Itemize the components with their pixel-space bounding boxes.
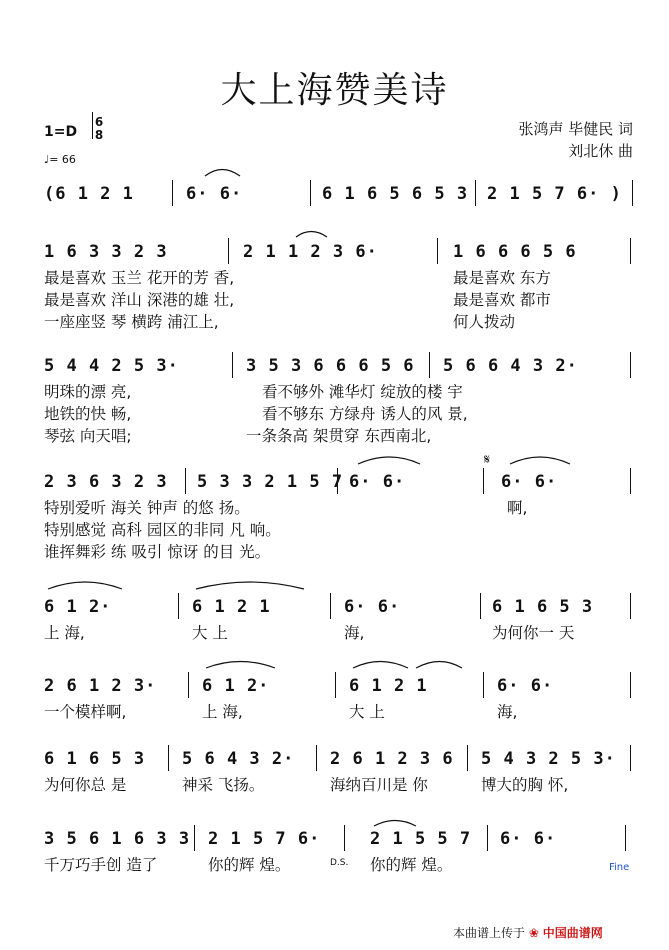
meter-top: 6 (94, 115, 104, 129)
note-group: 6· 6· (500, 829, 557, 849)
note-group: 2 1 5 5 7 (370, 829, 472, 849)
lyric-text: 你的辉 煌。 (370, 856, 453, 874)
note-group: 3 5 6 1 6 3 3 (44, 829, 191, 849)
note-group: 1 6 3 3 2 3 (44, 242, 168, 262)
fine-marking: Fine (609, 862, 630, 873)
note-group: 2 6 1 2 3 6 (330, 749, 454, 769)
bar-line (232, 352, 233, 378)
lyric-text: 最是喜欢 玉兰 花开的芳 香, (44, 269, 235, 287)
bar-line (228, 238, 229, 264)
note-group: 2 3 6 3 2 3 (44, 472, 168, 492)
lyric-text: 看不够东 方绿舟 诱人的风 景, (262, 405, 468, 423)
slur (353, 662, 408, 669)
bar-line (194, 825, 195, 851)
lyric-text: 谁挥舞彩 练 吸引 惊讶 的目 光。 (44, 543, 271, 561)
lyric-text: 大 上 (192, 624, 228, 642)
note-group: 5 4 4 2 5 3· (44, 356, 179, 376)
meter-bottom: 8 (94, 128, 104, 142)
bar-line (310, 180, 311, 206)
note-group: 2 1 5 7 6· (208, 829, 321, 849)
key-signature: 1=D (44, 124, 78, 140)
page-title: 大上海赞美诗 (220, 70, 449, 111)
note-group: 6 1 2· (44, 597, 112, 617)
lyric-text: 博大的胸 怀, (481, 776, 569, 794)
lyric-text: 一条条高 架贯穿 东西南北, (246, 427, 432, 445)
bar-line (337, 468, 338, 494)
note-group: 5 4 3 2 5 3· (481, 749, 616, 769)
lyric-text: 你的辉 煌。 (208, 856, 291, 874)
lyric-text: 最是喜欢 洋山 深港的雄 壮, (44, 291, 235, 309)
bar-line (630, 672, 631, 698)
note-group: 2 6 1 2 3· (44, 676, 157, 696)
lyric-text: 海纳百川是 你 (330, 776, 428, 794)
bar-line (185, 468, 186, 494)
slur (48, 582, 122, 589)
bar-line (630, 593, 631, 619)
footer-brand-icon: ❀ (528, 926, 539, 940)
lyric-text: 看不够外 滩华灯 绽放的楼 宇 (262, 383, 463, 401)
lyric-text: 何人拨动 (453, 313, 516, 331)
bar-line (625, 825, 626, 851)
note-group: 6 1 6 5 3 (492, 597, 594, 617)
meter-divider (92, 112, 93, 139)
note-group: (6 1 2 1 (44, 184, 134, 204)
slur (358, 457, 420, 464)
bar-line (316, 745, 317, 771)
time-signature (92, 116, 106, 142)
bar-line (630, 238, 631, 264)
lyric-text: 一座座竖 琴 横跨 浦江上, (44, 313, 219, 331)
note-group: 2 1 5 7 6· ) (487, 184, 622, 204)
note-group: 6 1 2· (202, 676, 270, 696)
footer-prefix: 本曲谱上传于 (453, 926, 526, 940)
credits (518, 118, 633, 162)
lyric-text: 明珠的漂 亮, (44, 383, 132, 401)
lyric-text: 为何你总 是 (44, 776, 127, 794)
bar-line (487, 825, 488, 851)
bar-line (330, 593, 331, 619)
note-group: 6· 6· (186, 184, 243, 204)
lyric-text: 特别爱听 海关 钟声 的悠 扬。 (44, 499, 250, 517)
bar-line (335, 672, 336, 698)
lyric-text: 地铁的快 畅, (44, 405, 132, 423)
lyricists: 张鸿声 毕健民 词 (518, 120, 633, 138)
slur (510, 457, 570, 464)
lyric-text: 琴弦 向天唱; (44, 427, 132, 445)
bar-line (168, 745, 169, 771)
note-group: 6 1 6 5 6 5 3 (322, 184, 469, 204)
note-group: 6· 6· (349, 472, 406, 492)
note-group: 5 6 6 4 3 2· (443, 356, 578, 376)
bar-line (483, 672, 484, 698)
slur (374, 821, 416, 827)
bar-line (188, 672, 189, 698)
lyric-text: 为何你一 天 (492, 624, 575, 642)
ds-marking: D.S. (330, 858, 349, 868)
note-group: 1 6 6 6 5 6 (453, 242, 577, 262)
lyric-text: 上 海, (44, 624, 85, 642)
slur (416, 662, 462, 669)
slur (205, 170, 240, 177)
bar-line (437, 238, 438, 264)
lyric-text: 最是喜欢 东方 (453, 269, 551, 287)
bar-line (630, 745, 631, 771)
bar-line (630, 352, 631, 378)
note-group: 6· 6· (497, 676, 554, 696)
bar-line (475, 180, 476, 206)
bar-line (344, 825, 345, 851)
lyric-text: 最是喜欢 都市 (453, 291, 551, 309)
lyric-text: 大 上 (349, 703, 385, 721)
lyric-text: 上 海, (202, 703, 243, 721)
lyric-text: 神采 飞扬。 (182, 776, 265, 794)
segno-sign: 𝄋 (484, 452, 491, 468)
lyric-text: 啊, (507, 499, 528, 517)
bar-line (483, 468, 484, 494)
lyric-text: 千万巧手创 造了 (44, 856, 158, 874)
lyric-text: 海, (497, 703, 518, 721)
lyric-text: 海, (344, 624, 365, 642)
bar-line (632, 180, 633, 206)
bar-line (429, 352, 430, 378)
note-group: 5 3 3 2 1 5 7 (197, 472, 344, 492)
slur (206, 662, 275, 669)
slur (296, 232, 327, 238)
bar-line (172, 180, 173, 206)
note-group: 6 1 6 5 3 (44, 749, 146, 769)
tempo-marking: ♩= 66 (44, 153, 76, 166)
note-group: 6 1 2 1 (349, 676, 428, 696)
note-group: 6· 6· (501, 472, 558, 492)
bar-line (178, 593, 179, 619)
note-group: 6· 6· (344, 597, 401, 617)
lyric-text: 一个模样啊, (44, 703, 127, 721)
note-group: 3 5 3 6 6 6 5 6 (246, 356, 415, 376)
bar-line (630, 468, 631, 494)
composer: 刘北休 曲 (568, 142, 633, 160)
note-group: 5 6 4 3 2· (182, 749, 295, 769)
lyric-text: 特别感觉 高科 园区的非同 凡 响。 (44, 521, 281, 539)
bar-line (480, 593, 481, 619)
note-group: 2 1 1 2 3 6· (243, 242, 378, 262)
footer (453, 924, 603, 941)
note-group: 6 1 2 1 (192, 597, 271, 617)
footer-brand: 中国曲谱网 (542, 926, 603, 940)
bar-line (467, 745, 468, 771)
slur (196, 582, 304, 589)
